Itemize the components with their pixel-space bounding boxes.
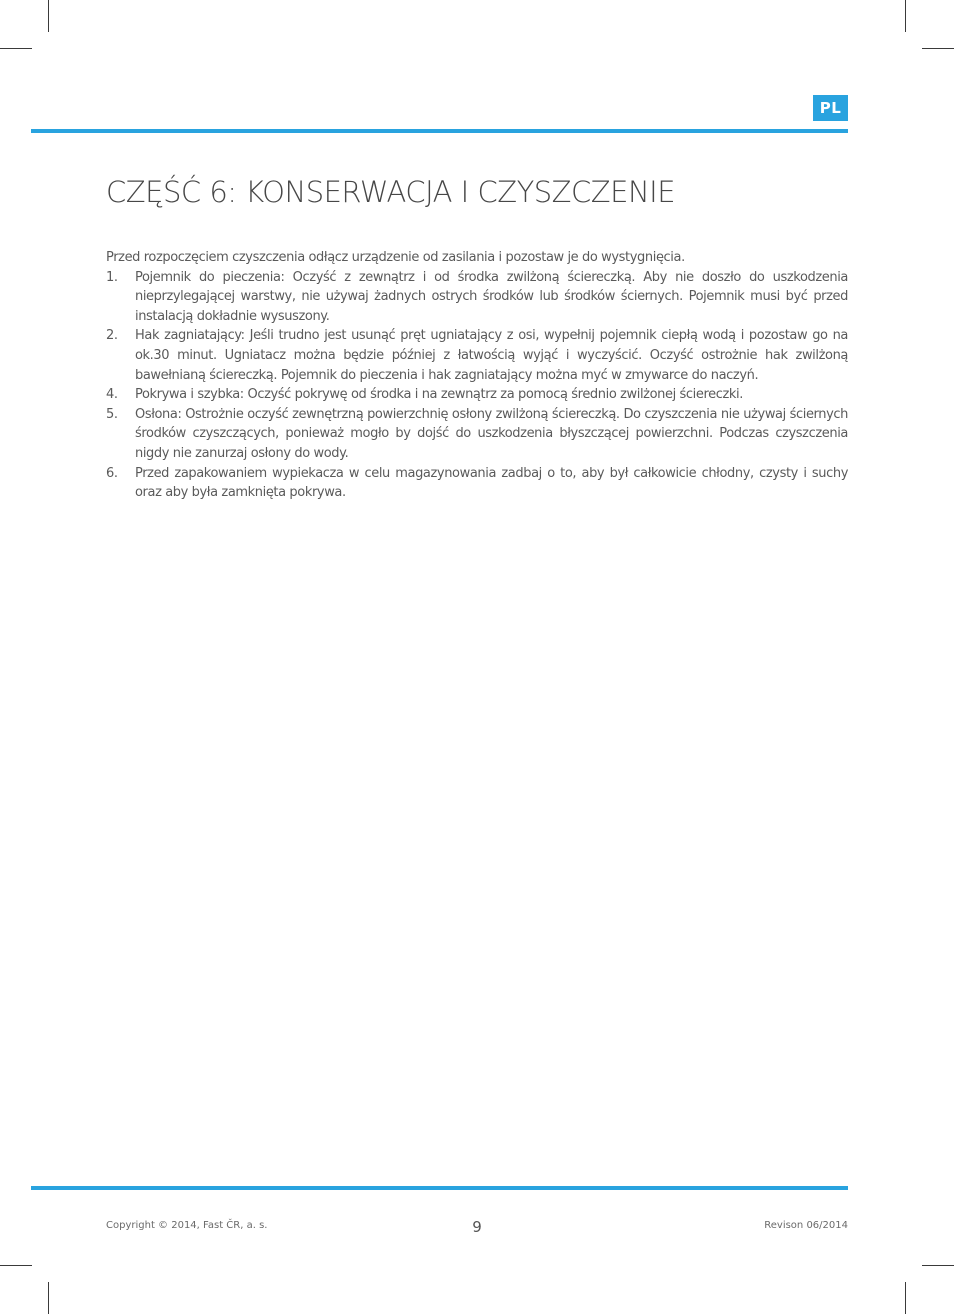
list-item-text: Osłona: Ostrożnie oczyść zewnętrzną powierzchnię osłony zwilżoną ściereczką. Do czyszczenia nie używaj ściernych środków czyszczących, ponieważ mogło by dojść do uszkodzenia błyszczącej powierzchni. Podczas czyszczenia nigdy nie zanurzaj osłony do wody. — [135, 406, 848, 461]
list-item-number: 1. — [106, 269, 118, 285]
list-item — [106, 385, 848, 405]
list-item-text: Hak zagniatający: Jeśli trudno jest usunąć pręt ugniatający z osi, wypełnij pojemnik ciepłą wodą i pozostaw go na ok.30 minut. Ugniatacz można będzie później z łatwością wyjąć i wyczyścić. Oczyść ostrożnie hak zwilżoną bawełnianą ściereczką. Pojemnik do pieczenia i hak zagniatający można myć w zmywarce do naczyń. — [135, 328, 848, 383]
footer-copyright: Copyright © 2014, Fast ČR, a. s. — [106, 1220, 268, 1231]
list-item — [106, 464, 848, 503]
section-title: CZĘŚĆ 6: KONSERWACJA I CZYSZCZENIE — [106, 175, 676, 209]
footer-rule — [31, 1186, 848, 1190]
intro-paragraph: Przed rozpoczęciem czyszczenia odłącz urządzenie od zasilania i pozostaw je do wystygnięcia. — [106, 250, 685, 265]
crop-mark — [922, 48, 954, 49]
page-number: 9 — [472, 1218, 482, 1236]
list-item-number: 6. — [106, 465, 118, 481]
crop-mark — [905, 1282, 906, 1314]
list-item-text: Pojemnik do pieczenia: Oczyść z zewnątrz i od środka zwilżoną ściereczką. Aby nie doszło do uszkodzenia nieprzylegającej warstwy, nie używaj żadnych ostrych środków lub środków ściernych. Pojemnik musi być przed instalacją dokładnie wysuszony. — [135, 269, 848, 324]
footer-revision: Revison 06/2014 — [764, 1220, 848, 1231]
list-item-number: 2. — [106, 328, 118, 344]
list-item — [106, 326, 848, 385]
header-rule — [31, 129, 848, 133]
crop-mark — [0, 1265, 32, 1266]
crop-mark — [48, 1282, 49, 1314]
list-item-text: Pokrywa i szybka: Oczyść pokrywę od środka i na zewnątrz za pomocą średnio zwilżonej ściereczki. — [135, 387, 743, 403]
crop-mark — [905, 0, 906, 32]
cleaning-instructions-list — [106, 268, 848, 503]
list-item — [106, 405, 848, 464]
language-badge: PL — [813, 95, 848, 121]
list-item-text: Przed zapakowaniem wypiekacza w celu magazynowania zadbaj o to, aby był całkowicie chłodny, czysty i suchy oraz aby była zamknięta pokrywa. — [135, 465, 848, 501]
list-item-number: 5. — [106, 406, 118, 422]
crop-mark — [48, 0, 49, 32]
section-body — [106, 248, 848, 503]
list-item-number: 4. — [106, 387, 118, 403]
crop-mark — [0, 48, 32, 49]
list-item — [106, 268, 848, 327]
crop-mark — [922, 1265, 954, 1266]
